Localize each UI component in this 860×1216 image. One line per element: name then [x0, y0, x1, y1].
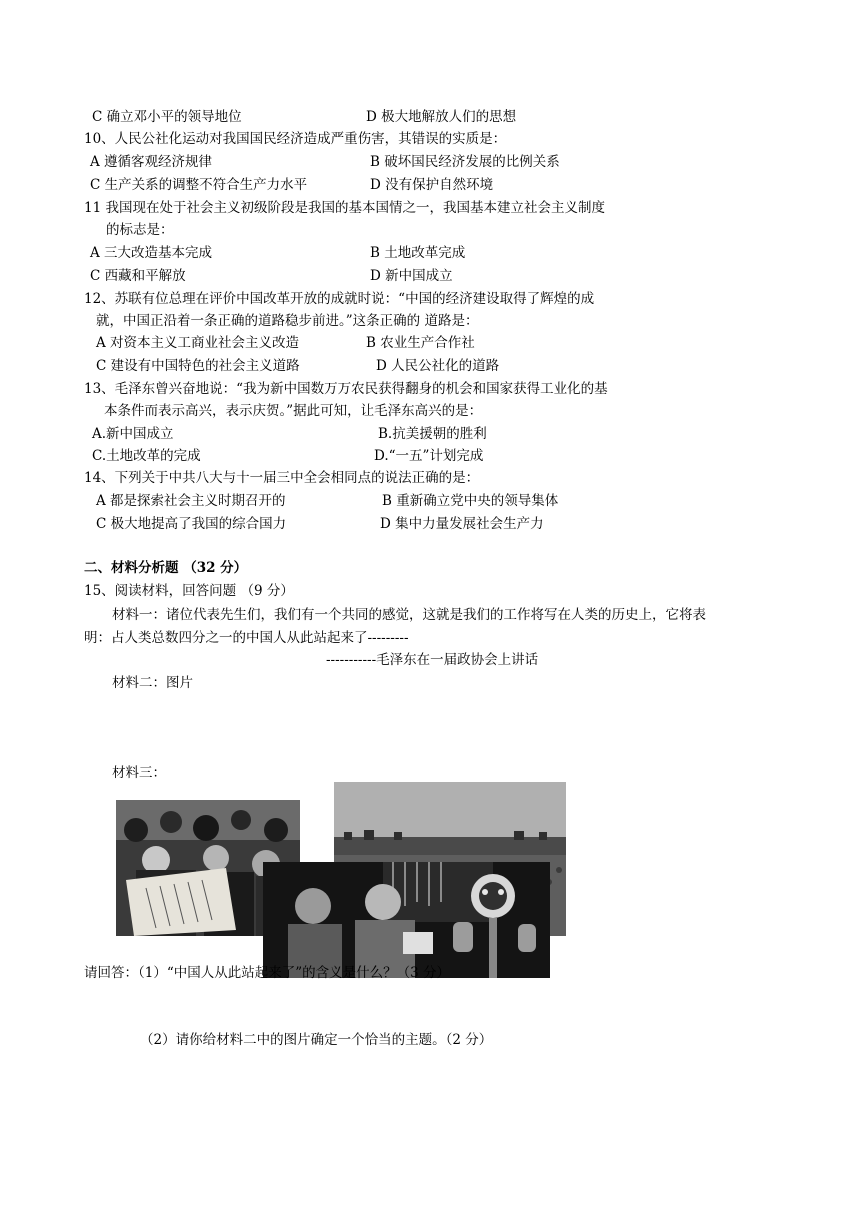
q11-option-a: A 三大改造基本完成 [90, 245, 213, 261]
q15-material1-line1: 材料一：诸位代表先生们，我们有一个共同的感觉，这就是我们的工作将写在人类的历史上，它将表 [112, 607, 706, 623]
q14-option-c: C 极大地提高了我国的综合国力 [96, 516, 287, 532]
q13-stem-line1: 13、毛泽东曾兴奋地说：“我为新中国数万万农民获得翻身的机会和国家获得工业化的基 [84, 381, 608, 397]
q15-material1-source: -----------毛泽东在一届政协会上讲话 [326, 652, 539, 668]
q15-question-1: 请回答：（1）“中国人从此站起来了”的含义是什么？（3 分） [84, 965, 451, 981]
q13-option-a: A.新中国成立 [92, 426, 174, 442]
q10-option-c: C 生产关系的调整不符合生产力水平 [90, 177, 308, 193]
q11-option-b: B 土地改革完成 [370, 245, 466, 261]
q12-stem-line2: 就，中国正沿着一条正确的道路稳步前进。”这条正确的 道路是： [96, 313, 479, 329]
q12-option-b: B 农业生产合作社 [366, 335, 475, 351]
q11-stem-line2: 的标志是： [106, 222, 174, 238]
q12-option-c: C 建设有中国特色的社会主义道路 [96, 358, 300, 374]
q11-stem-line1: 11 我国现在处于社会主义初级阶段是我国的基本国情之一，我国基本建立社会主义制度 [84, 200, 605, 216]
q12-stem-line1: 12、苏联有位总理在评价中国改革开放的成就时说：“中国的经济建设取得了辉煌的成 [84, 291, 595, 307]
q9-option-d: D 极大地解放人们的思想 [366, 109, 517, 125]
q13-option-c: C.土地改革的完成 [92, 448, 201, 464]
q14-option-b: B 重新确立党中央的领导集体 [382, 493, 559, 509]
founding-ceremony-photo [263, 862, 550, 978]
q11-option-d: D 新中国成立 [370, 268, 453, 284]
q14-option-d: D 集中力量发展社会生产力 [380, 516, 544, 532]
q10-option-a: A 遵循客观经济规律 [90, 154, 213, 170]
q15-question-2: （2）请你给材料二中的图片确定一个恰当的主题。（2 分） [140, 1032, 493, 1048]
q12-option-a: A 对资本主义工商业社会主义改造 [96, 335, 300, 351]
q15-material1-line2: 明：占人类总数四分之一的中国人从此站起来了--------- [84, 630, 409, 646]
q11-option-c: C 西藏和平解放 [90, 268, 186, 284]
q15-material3-label: 材料三： [112, 765, 166, 781]
q10-stem: 10、人民公社化运动对我国国民经济造成严重伤害，其错误的实质是： [84, 131, 507, 147]
q10-option-d: D 没有保护自然环境 [370, 177, 494, 193]
q13-option-d: D.“一五”计划完成 [374, 448, 484, 464]
q15-stem: 15、阅读材料，回答问题 （9 分） [84, 583, 294, 599]
q10-option-b: B 破坏国民经济发展的比例关系 [370, 154, 560, 170]
q13-option-b: B.抗美援朝的胜利 [378, 426, 487, 442]
q12-option-d: D 人民公社化的道路 [376, 358, 500, 374]
q13-stem-line2: 本条件而表示高兴，表示庆贺。”据此可知，让毛泽东高兴的是： [104, 403, 483, 419]
q14-stem: 14、下列关于中共八大与十一届三中全会相同点的说法正确的是： [84, 470, 480, 486]
q14-option-a: A 都是探索社会主义时期召开的 [96, 493, 286, 509]
section2-title: 二、材料分析题 （32 分） [84, 560, 248, 576]
q9-option-c: C 确立邓小平的领导地位 [92, 109, 242, 125]
q15-material2-label: 材料二：图片 [112, 675, 193, 691]
